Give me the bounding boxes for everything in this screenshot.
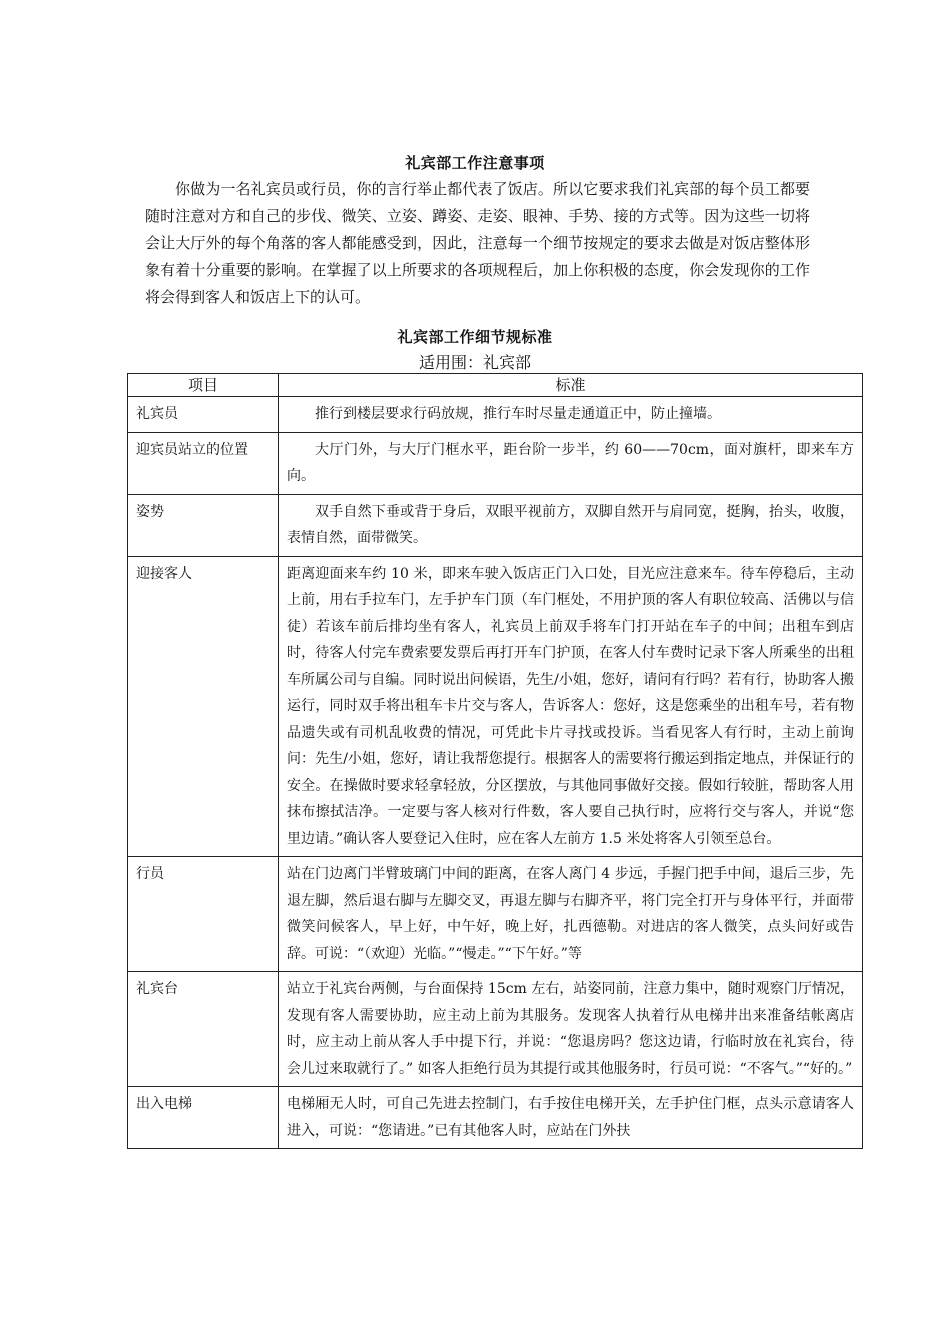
row-standard: 大厅门外，与大厅门框水平，距台阶一步半，约 60——70cm，面对旗杆，即来车方向。 [279, 432, 863, 494]
row-item: 姿势 [128, 494, 279, 556]
row-item: 礼宾台 [128, 972, 279, 1087]
row-item: 迎宾员站立的位置 [128, 432, 279, 494]
row-item: 礼宾员 [128, 397, 279, 433]
table-row [128, 857, 863, 972]
scope-line: 适用围：礼宾部 [418, 353, 531, 372]
table-header-row [128, 374, 863, 397]
row-item: 行员 [128, 857, 279, 972]
table-row [128, 556, 863, 857]
table-row [128, 494, 863, 556]
section-title: 礼宾部工作细节规标准 [397, 328, 553, 346]
row-standard: 双手自然下垂或背于身后，双眼平视前方，双脚自然开与肩同宽，挺胸，抬头，收腹，表情自然，面带微笑。 [279, 494, 863, 556]
row-standard: 电梯厢无人时，可自己先进去控制门，右手按住电梯开关，左手护住门框，点头示意请客人进入，可说：“您请进。”已有其他客人时，应站在门外扶 [279, 1087, 863, 1149]
header-item: 项目 [128, 374, 279, 397]
row-standard: 距离迎面来车约 10 米，即来车驶入饭店正门入口处，目光应注意来车。待车停稳后，主动上前，用右手拉车门，左手护车门顶（车门框处，不用护顶的客人有职位较高、活佛以与信徒）若该车前后排均坐有客人，礼宾员上前双手将车门打开站在车子的中间；出租车到店时，待客人付完车费索要发票后再打开车门护顶，在客人付车费时记录下客人所乘坐的出租车所属公司与自编。同时说出问候语，先生/小姐，您好，请问有行吗？若有行，协助客人搬运行，同时双手将出租车卡片交与客人，告诉客人：您好，这是您乘坐的出租车号，若有物品遗失或有司机乱收费的情况，可凭此卡片寻找或投诉。当看见客人有行时，主动上前询问：先生/小姐，您好，请让我帮您提行。根据客人的需要将行搬运到指定地点，并保证行的安全。在操做时要求轻拿轻放，分区摆放，与其他同事做好交接。假如行较脏，帮助客人用抹布擦拭洁净。一定要与客人核对行件数，客人要自己执行时，应将行交与客人，并说“您里边请。”确认客人要登记入住时，应在客人左前方 1.5 米处将客人引领至总台。 [279, 556, 863, 857]
document-title: 礼宾部工作注意事项 [405, 154, 545, 172]
row-standard: 推行到楼层要求行码放规，推行车时尽量走通道正中，防止撞墙。 [279, 397, 863, 433]
header-standard: 标准 [279, 374, 863, 397]
row-item: 迎接客人 [128, 556, 279, 857]
row-standard: 站立于礼宾台两侧，与台面保持 15cm 左右，站姿同前，注意力集中，随时观察门厅情况，发现有客人需要协助，应主动上前为其服务。发现客人执着行从电梯井出来准备结帐离店时，应主动上前从客人手中提下行，并说：“您退房吗？您这边请，行临时放在礼宾台，待会儿过来取就行了。” 如客人拒绝行员为其提行或其他服务时，行员可说：“不客气。”“好的。” [279, 972, 863, 1087]
table-row [128, 432, 863, 494]
table-row [128, 397, 863, 433]
row-standard: 站在门边离门半臂玻璃门中间的距离，在客人离门 4 步远，手握门把手中间，退后三步，先退左脚，然后退右脚与左脚交叉，再退左脚与右脚齐平，将门完全打开与身体平行，并面带微笑问候客人，早上好，中午好，晚上好，扎西德勒。对进店的客人微笑，点头问好或告辞。可说：“（欢迎）光临。”“慢走。”“下午好。”等 [279, 857, 863, 972]
intro-paragraph: 你做为一名礼宾员或行员，你的言行举止都代表了饭店。所以它要求我们礼宾部的每个员工都要随时注意对方和自己的步伐、微笑、立姿、蹲姿、走姿、眼神、手势、接的方式等。因为这些一切将会让大厅外的每个角落的客人都能感受到，因此，注意每一个细节按规定的要求去做是对饭店整体形象有着十分重要的影响。在掌握了以上所要求的各项规程后，加上你积极的态度，你会发现你的工作将会得到客人和饭店上下的认可。 [145, 180, 810, 306]
table-row [128, 1087, 863, 1149]
row-item: 出入电梯 [128, 1087, 279, 1149]
table-row [128, 972, 863, 1087]
standards-table [127, 373, 863, 1149]
